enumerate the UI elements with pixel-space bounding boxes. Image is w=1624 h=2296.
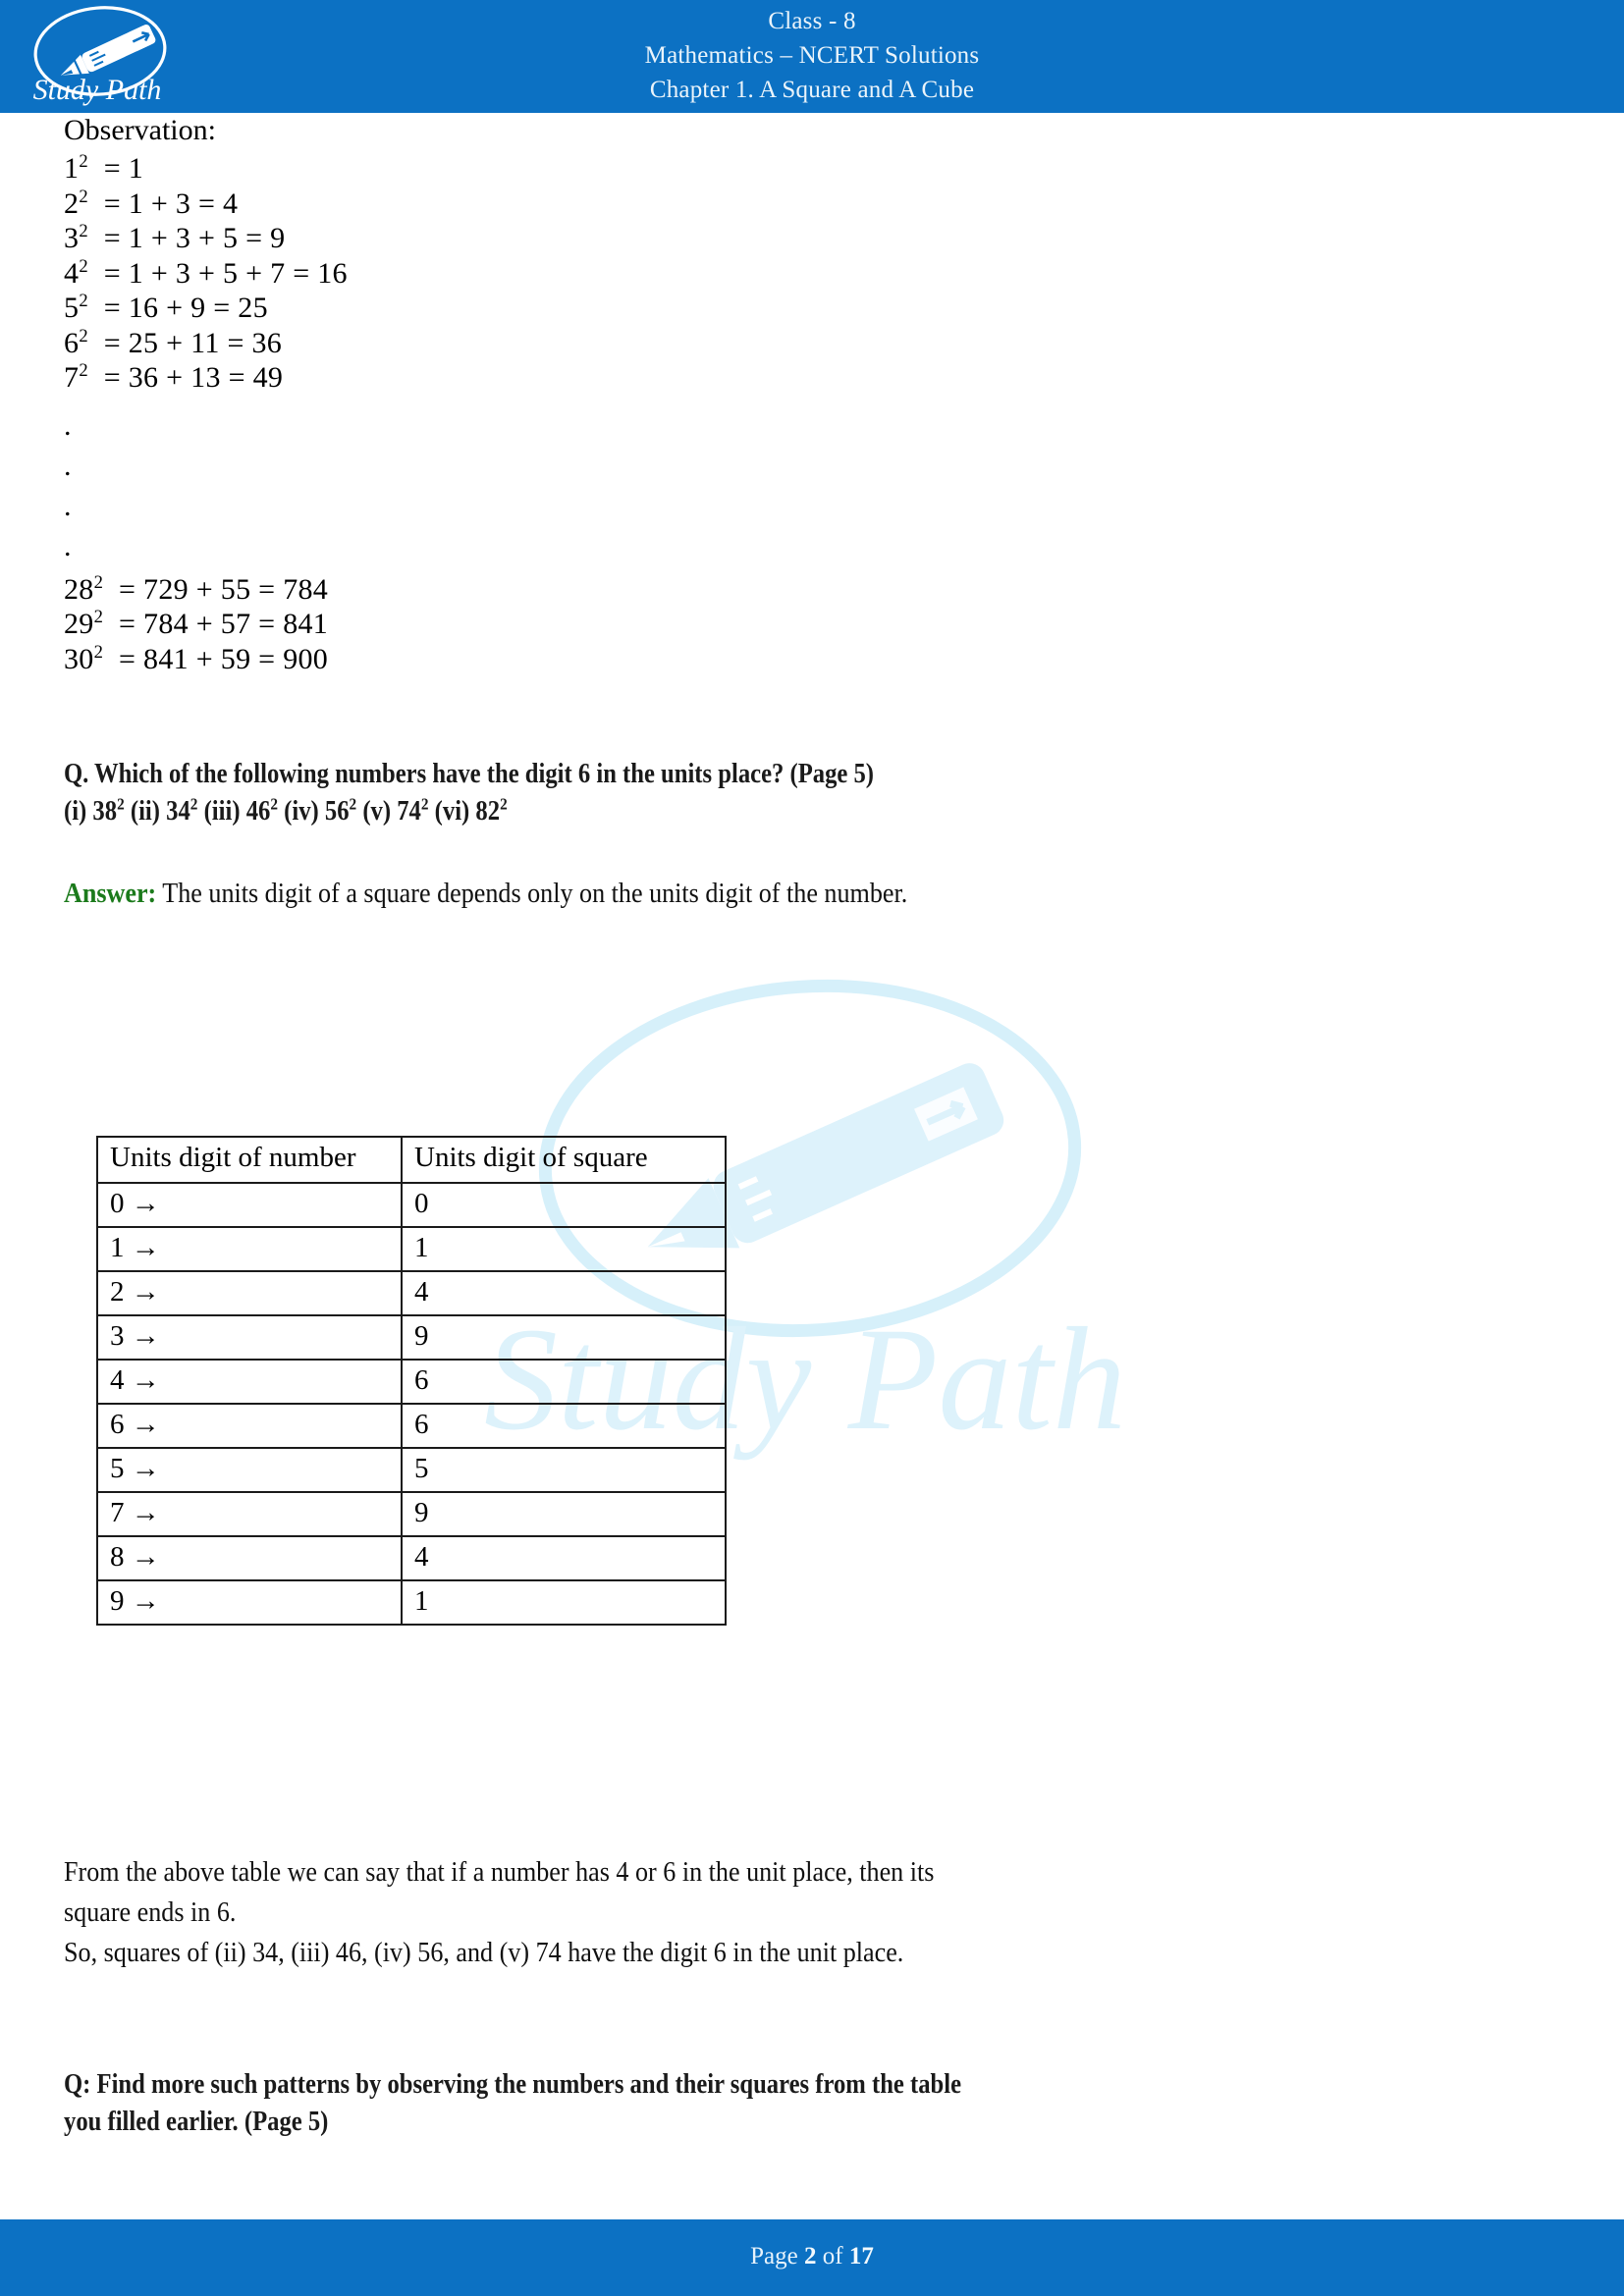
cell-number: 0 →	[97, 1183, 402, 1227]
equation-line: $29^2 = 784 + 57 = 841$	[64, 607, 329, 640]
cell-square: 9	[402, 1492, 726, 1536]
table-row	[97, 1492, 726, 1536]
table-row	[97, 1227, 726, 1271]
ellipsis-dot: .	[64, 489, 72, 522]
header-subject-line: Mathematics – NCERT Solutions	[644, 42, 980, 69]
answer-1-line	[64, 874, 947, 914]
units-digit-table	[96, 1136, 727, 1626]
table-row	[97, 1580, 726, 1625]
page-header	[0, 0, 1624, 113]
table-row	[97, 1448, 726, 1492]
cell-number: 4 →	[97, 1360, 402, 1404]
ellipsis-dot: .	[64, 449, 72, 482]
footer-middle: of	[816, 2243, 849, 2269]
cell-number: 6 →	[97, 1404, 402, 1448]
cell-square: 4	[402, 1536, 726, 1580]
equation-line: $3^2 = 1 + 3 + 5 = 9$	[64, 221, 286, 254]
cell-square: 0	[402, 1183, 726, 1227]
cell-square: 1	[402, 1227, 726, 1271]
question-2-line-1: Q: Find more such patterns by observing the numbers and their squares from the table	[64, 2069, 962, 2100]
cell-number: 7 →	[97, 1492, 402, 1536]
answer-1-block	[64, 874, 1046, 914]
header-title-block	[196, 4, 1428, 107]
equation-line: $1^2 = 1$	[64, 151, 144, 185]
table-row	[97, 1183, 726, 1227]
cell-square: 9	[402, 1315, 726, 1360]
study-path-logo	[14, 2, 190, 110]
ellipsis-dot: .	[64, 529, 72, 562]
cell-square: 6	[402, 1404, 726, 1448]
table-row	[97, 1360, 726, 1404]
cell-square: 4	[402, 1271, 726, 1315]
cell-number: 9 →	[97, 1580, 402, 1625]
table-row	[97, 1536, 726, 1580]
footer-current-page: 2	[804, 2243, 817, 2269]
svg-text:Study Path: Study Path	[32, 74, 162, 106]
cell-number: 3 →	[97, 1315, 402, 1360]
equation-line: $6^2 = 25 + 11 = 36$	[64, 325, 283, 359]
cell-number: 2 →	[97, 1271, 402, 1315]
ellipsis-dot: .	[64, 408, 72, 442]
equation-line: $4^2 = 1 + 3 + 5 + 7 = 16$	[64, 255, 348, 290]
table-row	[97, 1315, 726, 1360]
header-chapter-line: Chapter 1. A Square and A Cube	[649, 77, 975, 103]
conclusion-line-2: square ends in 6.	[64, 1896, 237, 1928]
header-class-line: Class - 8	[768, 8, 856, 34]
table-header-number: Units digit of number	[97, 1137, 402, 1183]
footer-prefix: Page	[750, 2243, 805, 2269]
footer-total-pages: 17	[848, 2243, 874, 2269]
cell-number: 5 →	[97, 1448, 402, 1492]
cell-square: 1	[402, 1580, 726, 1625]
question-1-block	[64, 756, 1046, 830]
table-row	[97, 1271, 726, 1315]
table-header-square: Units digit of square	[402, 1137, 726, 1183]
page-footer	[0, 2219, 1624, 2296]
svg-text:Study Path: Study Path	[483, 1298, 1127, 1461]
equation-line: $7^2 = 36 + 13 = 49$	[64, 360, 284, 394]
table-header-row	[97, 1137, 726, 1183]
cell-square: 5	[402, 1448, 726, 1492]
conclusion-block	[64, 1852, 1046, 1973]
equation-line: $2^2 = 1 + 3 = 4$	[64, 186, 239, 220]
answer-label: Answer:	[64, 878, 157, 909]
table-body	[97, 1183, 726, 1625]
answer-1-text: The units digit of a square depends only on the units digit of the number.	[156, 878, 908, 909]
question-1-text: Q. Which of the following numbers have the digit 6 in the units place? (Page 5)	[64, 759, 875, 789]
cell-square: 6	[402, 1360, 726, 1404]
cell-number: 8 →	[97, 1536, 402, 1580]
equation-line: $28^2 = 729 + 55 = 784$	[64, 571, 329, 606]
question-2-block	[64, 2066, 1046, 2141]
conclusion-line-1: From the above table we can say that if a number has 4 or 6 in the unit place, then its	[64, 1856, 935, 1888]
equation-line: $5^2 = 16 + 9 = 25$	[64, 291, 268, 324]
table-row	[97, 1404, 726, 1448]
page-number-label	[0, 2241, 1624, 2272]
conclusion-line-3: So, squares of (ii) 34, (iii) 46, (iv) 56, and (v) 74 have the digit 6 in the unit place.	[64, 1937, 904, 1968]
cell-number: 1 →	[97, 1227, 402, 1271]
observation-label: Observation:	[64, 114, 216, 146]
question-1-options: (i) $38^2$ (ii) $34^2$ (iii) $46^2$ (iv) $56^2$ (v) $74^2$ (vi) $82^2$	[64, 794, 508, 827]
question-2-line-2: you filled earlier. (Page 5)	[64, 2107, 329, 2137]
equation-line: $30^2 = 841 + 59 = 900$	[64, 641, 329, 675]
observation-block	[64, 113, 1046, 676]
